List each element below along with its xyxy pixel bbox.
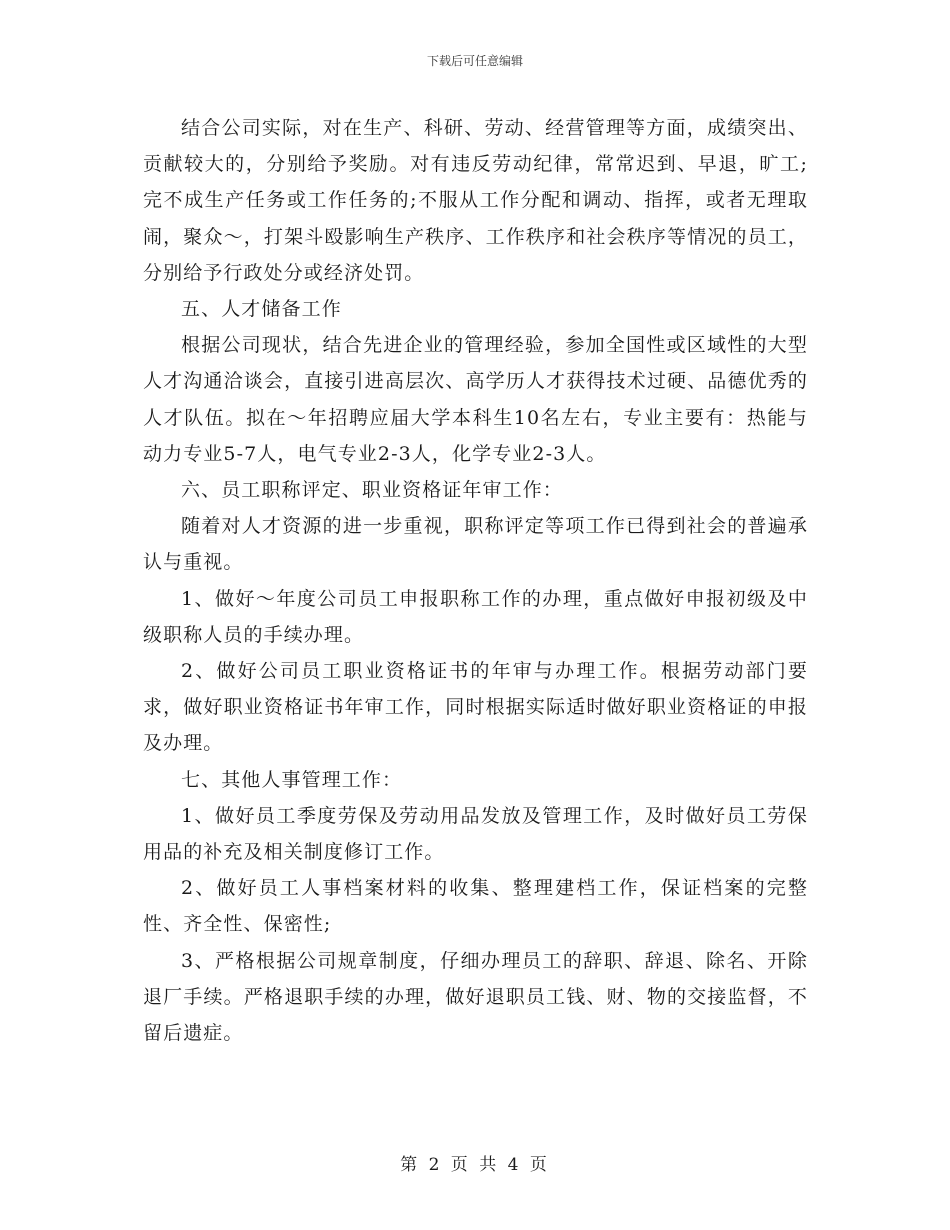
page-number-footer: 第 2 页 共 4 页 <box>400 1155 550 1175</box>
list-item-resignation: 3、严格根据公司规章制度，仔细办理员工的辞职、辞退、除名、开除退厂手续。严格退职手续的办理，做好退职员工钱、财、物的交接监督，不留后遗症。 <box>143 949 808 1045</box>
list-item-certificate-review: 2、做好公司员工职业资格证书的年审与办理工作。根据劳动部门要求，做好职业资格证书年审工作，同时根据实际适时做好职业资格证的申报及办理。 <box>143 660 808 755</box>
list-item-labor-protection: 1、做好员工季度劳保及劳动用品发放及管理工作，及时做好员工劳保用品的补充及相关制度修订工作。 <box>143 804 808 864</box>
paragraph-rewards-penalties: 结合公司实际，对在生产、科研、劳动、经营管理等方面，成绩突出、贡献较大的，分别给予奖励。对有违反劳动纪律，常常迟到、早退，旷工;完不成生产任务或工作任务的;不服从工作分配和调动、指挥，或者无理取闹，聚众～，打架斗殴影响生产秩序、工作秩序和社会秩序等情况的员工，分别给予行政处分或经济处罚。 <box>143 117 808 284</box>
list-item-title-application: 1、做好～年度公司员工申报职称工作的办理，重点做好申报初级及中级职称人员的手续办理。 <box>143 587 808 646</box>
section-heading-other-hr: 七、其他人事管理工作： <box>181 768 403 791</box>
list-item-personnel-files: 2、做好员工人事档案材料的收集、整理建档工作，保证档案的完整性、齐全性、保密性; <box>143 877 808 936</box>
paragraph-talent-reserve: 根据公司现状，结合先进企业的管理经验，参加全国性或区域性的大型人才沟通洽谈会，直接引进高层次、高学历人才获得技术过硬、品德优秀的人才队伍。拟在～年招聘应届大学本科生10名左右，专业主要有：热能与动力专业5-7人，电气专业2-3人，化学专业2-3人。 <box>143 334 808 465</box>
section-heading-title-evaluation: 六、员工职称评定、职业资格证年审工作： <box>181 479 563 502</box>
page-header: 下载后可任意编辑 <box>426 54 523 68</box>
section-heading-talent-reserve: 五、人才储备工作 <box>181 298 342 321</box>
paragraph-title-evaluation-intro: 随着对人才资源的进一步重视，职称评定等项工作已得到社会的普遍承认与重视。 <box>143 515 808 574</box>
document-body <box>143 110 808 1051</box>
